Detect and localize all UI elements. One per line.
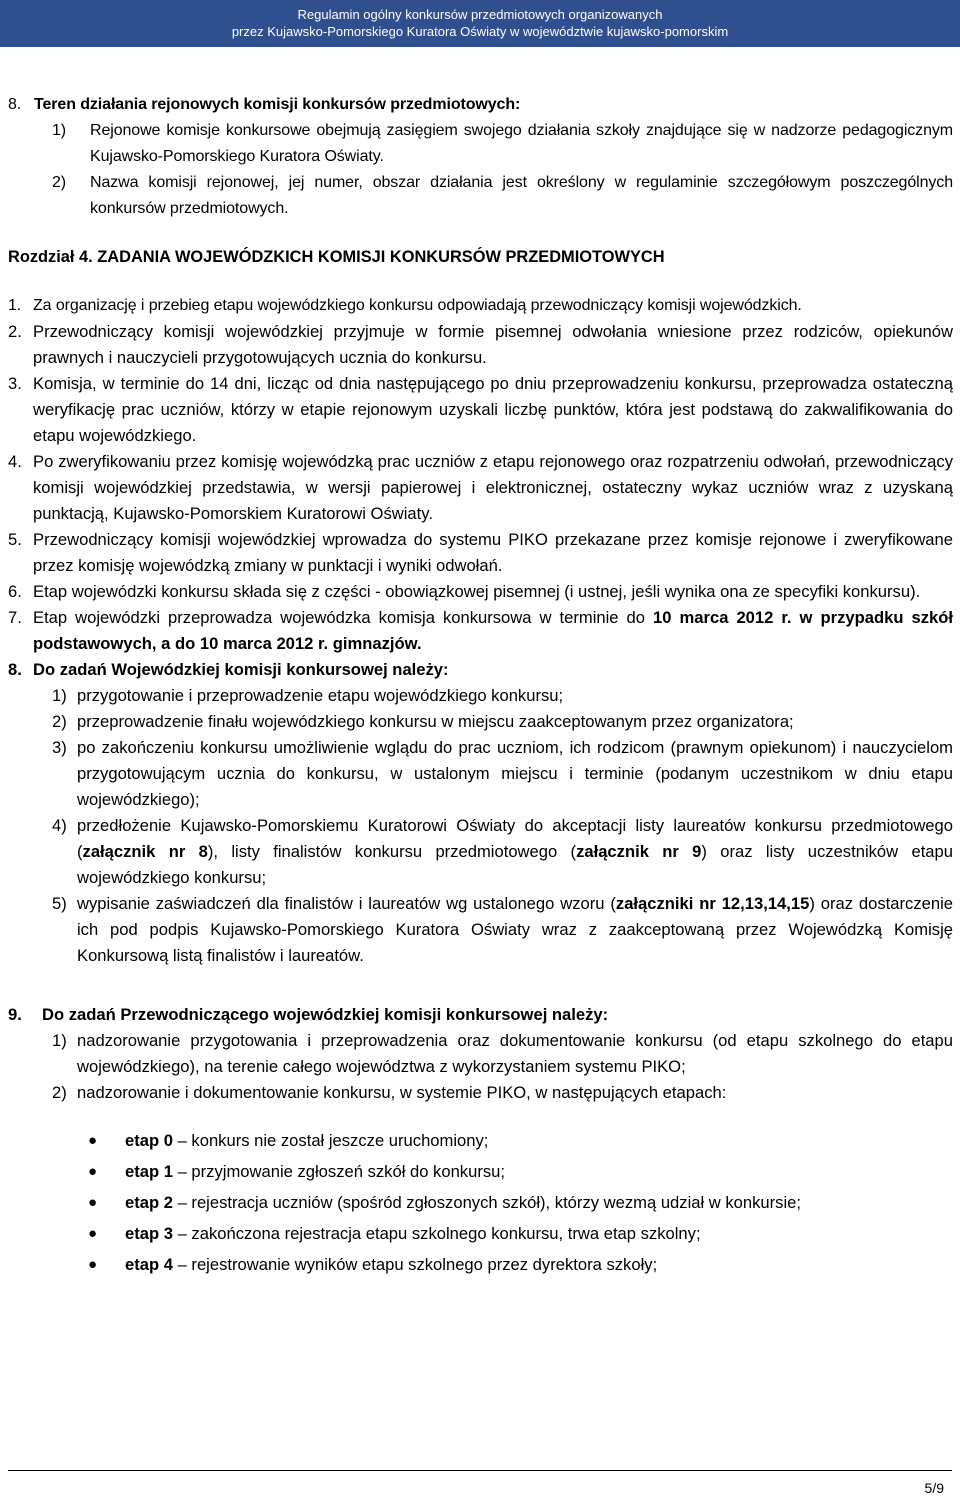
section-8-heading (8, 92, 953, 118)
attachment-ref: załącznik nr 9 (576, 842, 702, 861)
stage-text: – konkurs nie został jeszcze uruchomiony; (172, 1131, 489, 1150)
item-text: Po zweryfikowaniu przez komisję wojewódzką prac uczniów z etapu rejonowego oraz rozpatrzeniu odwołań, przewodniczący komisji wojewódzkiej przedstawia, w wersji papierowej i elektronicznej, ostateczny wykaz uczniów wraz z uzyskaną punktacją, Kujawsko-Pomorskiem Kuratorowi Oświaty. (33, 452, 953, 523)
stage-item (88, 1159, 953, 1185)
section-number: 8. (8, 96, 22, 113)
item-text: nadzorowanie przygotowania i przeprowadzenia oraz dokumentowanie konkursu (od etapu szkolnego do etapu wojewódzkiego), na terenie całego województwa z wykorzystaniem systemu PIKO; (77, 1031, 953, 1076)
stage-text: – rejestracja uczniów (spośród zgłoszonych szkół), którzy wezmą udział w konkursie; (172, 1193, 802, 1212)
point-9-items (52, 1028, 953, 1106)
section-title: Teren działania rejonowych komisji konkursów przedmiotowych: (34, 96, 521, 113)
list-item (8, 527, 953, 579)
bullet-icon: ● (88, 1194, 98, 1211)
chapter-heading (8, 244, 953, 270)
item-text (77, 813, 953, 891)
item-number: 1. (8, 297, 22, 314)
item-text: Za organizację i przebieg etapu wojewódzkiego konkursu odpowiadają przewodniczący komisji wojewódzkich. (33, 297, 802, 314)
item-number: 4) (52, 816, 67, 835)
item-number: 5) (52, 894, 67, 913)
item-text-part: przedłożenie Kujawsko-Pomorskiemu Kuratorowi Oświaty do akceptacji listy laureatów konkursu przedmiotowego ( (77, 816, 953, 861)
bullet-icon: ● (88, 1132, 98, 1149)
point-8-items (52, 683, 953, 969)
item-title: Do zadań Przewodniczącego wojewódzkiej komisji konkursowej należy: (42, 1005, 609, 1024)
item-text: Przewodniczący komisji wojewódzkiej przyjmuje w formie pisemnej odwołania wniesione przez rodziców, opiekunów prawnych i nauczycieli przygotowujących ucznia do konkursu. (33, 322, 953, 367)
stage-item (88, 1221, 953, 1247)
page-number: 5/9 (924, 1480, 944, 1496)
item-number: 7. (8, 608, 22, 627)
list-item (52, 709, 953, 735)
chapter-label: Rozdział 4. (8, 248, 93, 266)
item-number: 3) (52, 738, 67, 757)
stage-label: etap 0 (125, 1131, 173, 1150)
item-number: 1) (52, 122, 67, 139)
list-item (52, 118, 953, 170)
section-8-items (52, 118, 953, 222)
bullet-icon: ● (88, 1256, 98, 1273)
item-text: Nazwa komisji rejonowej, jej numer, obszar działania jest określony w regulaminie szczegółowym poszczególnych konkursów przedmiotowych. (90, 174, 953, 217)
item-number: 4. (8, 452, 22, 471)
stage-item (88, 1190, 953, 1216)
stage-label: etap 3 (125, 1224, 173, 1243)
chapter-title: ZADANIA WOJEWÓDZKICH KOMISJI KONKURSÓW PRZEDMIOTOWYCH (97, 248, 665, 266)
spacer (8, 969, 953, 995)
item-text-part: wypisanie zaświadczeń dla finalistów i laureatów wg ustalonego wzoru ( (77, 894, 616, 913)
list-item (8, 579, 953, 605)
bullet-icon: ● (88, 1163, 98, 1180)
item-text-bold: 10 marca 2012 r. w przypadku szkół podstawowych, a do 10 marca 2012 r. gimnazjów. (33, 608, 953, 653)
bullet-icon: ● (88, 1225, 98, 1242)
stage-text: – przyjmowanie zgłoszeń szkół do konkursu; (172, 1162, 505, 1181)
item-text: nadzorowanie i dokumentowanie konkursu, w systemie PIKO, w następujących etapach: (77, 1083, 727, 1102)
item-text: Przewodniczący komisji wojewódzkiej wprowadza do systemu PIKO przekazane przez komisje rejonowe i zweryfikowane przez komisję wojewódzką zmiany w punktacji i wyniki odwołań. (33, 530, 953, 575)
list-item (8, 449, 953, 527)
list-item (52, 683, 953, 709)
item-number: 5. (8, 530, 22, 549)
point-9-heading (8, 1002, 953, 1028)
item-text (77, 891, 953, 969)
list-item (52, 170, 953, 222)
attachment-ref: załącznik nr 8 (82, 842, 208, 861)
item-number: 3. (8, 374, 22, 393)
list-item (52, 1080, 953, 1106)
item-number: 1) (52, 1031, 67, 1050)
footer-rule (8, 1470, 952, 1471)
stage-label: etap 4 (125, 1255, 173, 1274)
item-text: Etap wojewódzki konkursu składa się z części - obowiązkowej pisemnej (i ustnej, jeśli wynika ona ze specyfiki konkursu). (33, 582, 921, 601)
list-item (8, 605, 953, 657)
list-item (8, 293, 953, 319)
item-text: Komisja, w terminie do 14 dni, licząc od dnia następującego po dniu przeprowadzeniu konkursu, przeprowadza ostateczną weryfikację prac uczniów, którzy w etapie rejonowym uzyskali liczbę punktów, która jest podstawą do zakwalifikowania do etapu wojewódzkiego. (33, 374, 953, 445)
page-header (0, 0, 960, 47)
item-number: 2) (52, 712, 67, 731)
item-text-part: ) oraz listy uczestników etapu wojewódzkiego konkursu; (77, 842, 953, 887)
stage-item (88, 1128, 953, 1154)
item-text: przygotowanie i przeprowadzenie etapu wojewódzkiego konkursu; (77, 686, 564, 705)
list-item (8, 319, 953, 371)
stage-text: – rejestrowanie wyników etapu szkolnego przez dyrektora szkoły; (172, 1255, 658, 1274)
document-body (8, 92, 953, 1283)
point-8-heading (8, 657, 953, 683)
item-number: 2. (8, 322, 22, 341)
list-item (52, 735, 953, 813)
list-item (52, 1028, 953, 1080)
item-number: 6. (8, 582, 22, 601)
item-text-part: ), listy finalistów konkursu przedmiotowego ( (207, 842, 577, 861)
attachment-ref: załączniki nr 12,13,14,15 (615, 894, 810, 913)
stage-label: etap 2 (125, 1193, 173, 1212)
stage-item (88, 1252, 953, 1278)
list-item (52, 891, 953, 969)
item-text (33, 605, 953, 657)
list-item (52, 813, 953, 891)
item-text-part: ) oraz dostarczenie ich pod podpis Kujawsko-Pomorskiego Kuratora Oświaty wraz z zaakceptowaną przez Wojewódzką Komisję Konkursową listą finalistów i laureatów. (77, 894, 953, 965)
item-text: przeprowadzenie finału wojewódzkiego konkursu w miejscu zaakceptowanym przez organizatora; (77, 712, 794, 731)
item-number: 1) (52, 686, 67, 705)
header-line-2: przez Kujawsko-Pomorskiego Kuratora Oświaty w województwie kujawsko-pomorskim (231, 24, 729, 39)
item-text-part: Etap wojewódzki przeprowadza wojewódzka komisja konkursowa w terminie do (33, 608, 654, 627)
stage-text: – zakończona rejestracja etapu szkolnego konkursu, trwa etap szkolny; (172, 1224, 701, 1243)
item-number: 2) (52, 174, 67, 191)
stage-list (88, 1128, 953, 1278)
list-item (8, 371, 953, 449)
item-number: 9. (8, 1005, 22, 1024)
stage-label: etap 1 (125, 1162, 173, 1181)
header-line-1: Regulamin ogólny konkursów przedmiotowych organizowanych (297, 7, 663, 22)
item-number: 8. (8, 660, 22, 679)
item-number: 2) (52, 1083, 67, 1102)
item-text: Rejonowe komisje konkursowe obejmują zasięgiem swojego działania szkoły znajdujące się w nadzorze pedagogicznym Kujawsko-Pomorskiego Kuratora Oświaty. (90, 122, 953, 165)
item-title: Do zadań Wojewódzkiej komisji konkursowej należy: (33, 660, 449, 679)
chapter-points (8, 293, 953, 1278)
item-text: po zakończeniu konkursu umożliwienie wglądu do prac uczniom, ich rodzicom (prawnym opiekunom) i nauczycielom przygotowującym ucznia do konkursu, w ustalonym miejscu i terminie (podanym uczestnikom w dniu etapu wojewódzkiego); (77, 738, 953, 809)
